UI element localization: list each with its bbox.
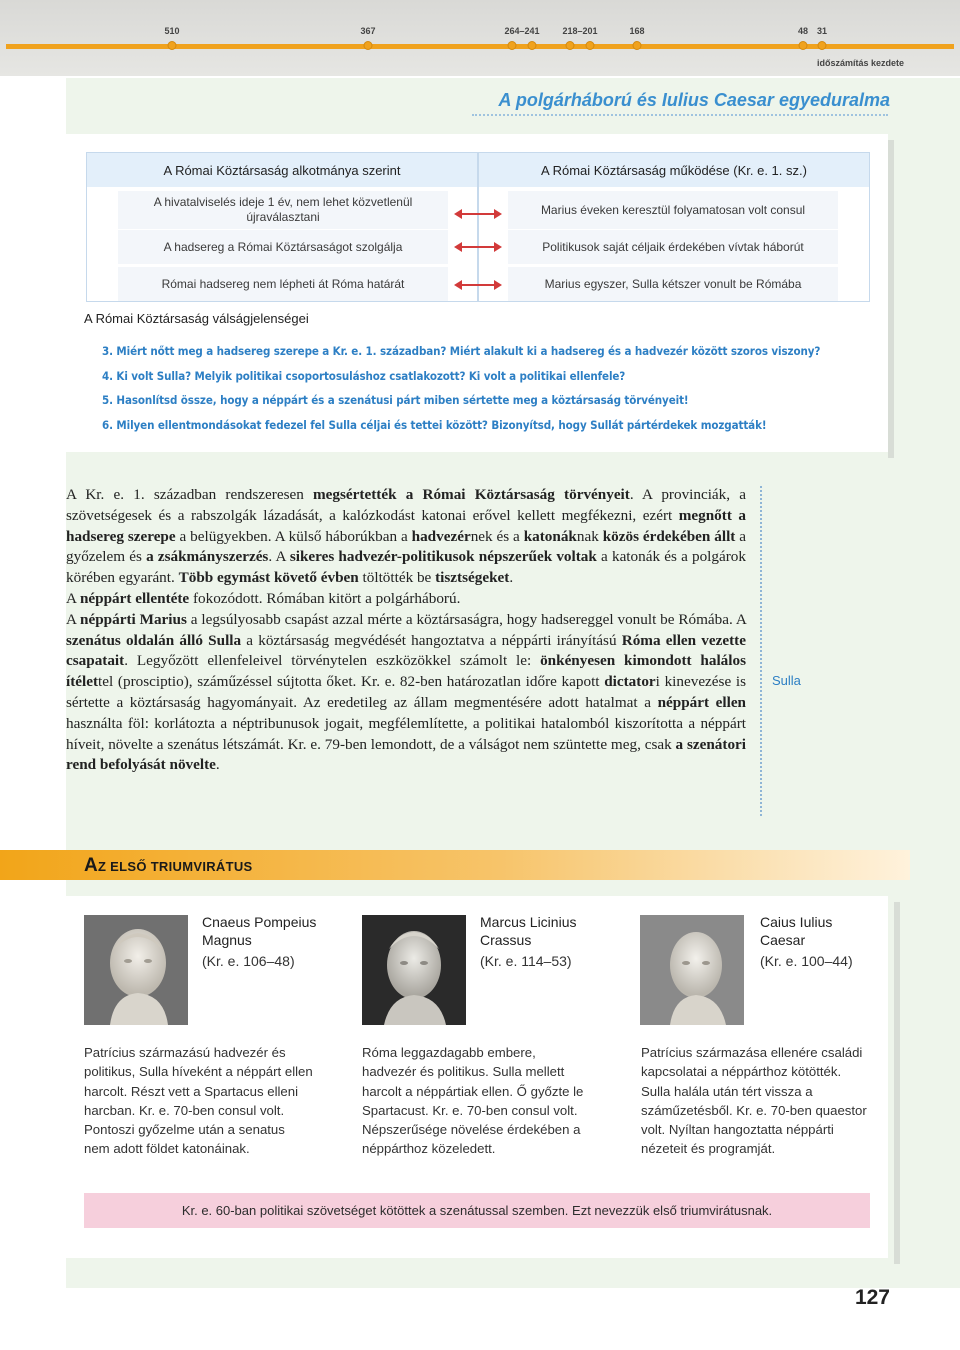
- text-run: néppárt ellen: [657, 693, 747, 711]
- text-run: a zsákmányszerzés: [146, 548, 269, 566]
- timeline-dot: [799, 41, 808, 50]
- text-run: tel (prosciptio), száműzéssel sújtotta őket. Kr. e. 82-ben határozatlan időre kapott: [98, 673, 605, 691]
- text-run: néppárti Marius: [80, 610, 187, 628]
- triumvir-description: Róma leggazdagabb embere, hadvezér és politikus. Sulla mellett harcolt a néppártiak ellen. Ő győzte le Spartacust. Kr. e. 70-ben consul volt. Népszerűsége növelése érdekében a néppárthoz közeledett.: [362, 1045, 584, 1157]
- practice-fact: Marius éveken keresztül folyamatosan volt consul: [508, 191, 838, 229]
- constitution-rule: Római hadsereg nem lépheti át Róma határát: [118, 267, 448, 301]
- timeline-dot: [364, 41, 373, 50]
- timeline-dot: [633, 41, 642, 50]
- text-run: tisztségeket: [435, 569, 510, 587]
- text-run: . A provinciák, a szövetségesek és a rabszolgák lázadását, a kalózkodást katonai erővel kellett megfékezni, ezért: [66, 486, 746, 524]
- double-arrow-icon: [454, 240, 502, 254]
- practice-fact: Marius egyszer, Sulla kétszer vonult be Rómába: [508, 267, 838, 301]
- constitution-rule: A hivatalviselés ideje 1 év, nem lehet közvetlenül újraválasztani: [118, 191, 448, 229]
- triumvir-dates: (Kr. e. 114–53): [480, 953, 572, 969]
- text-run: a szenátori rend befolyását növelte: [66, 735, 746, 774]
- paragraph: [66, 610, 746, 776]
- text-run: a köztársaság megvédését hangoztatva a néppárti irányítású: [241, 631, 622, 649]
- timeline-tick: 48: [797, 26, 809, 36]
- text-run: A: [66, 589, 80, 607]
- timeline-dot: [508, 41, 517, 50]
- timeline: [0, 0, 960, 76]
- body-text: [66, 485, 746, 776]
- text-run: fokozódott. Rómában kitört a polgárháború.: [189, 589, 461, 607]
- text-run: töltötték be: [358, 569, 436, 587]
- triumvir-description: Patrícius származású hadvezér és politikus, Sulla híveként a néppárt ellen harcolt. Részt vett a Spartacus elleni harcban. Kr. e. 70-ben consul volt. Pontoszi győzelme után a senatus nem adott földet katonáinak.: [84, 1045, 313, 1157]
- crassus-portrait: [362, 915, 466, 1025]
- text-run: . Legyőzött ellenfeleivel törvénytelen eszközökkel számolt le:: [124, 652, 541, 670]
- text-run: .: [509, 569, 514, 587]
- practice-fact: Politikusok saját céljaik érdekében vívtak háborút: [508, 230, 838, 264]
- timeline-note: időszámítás kezdete: [816, 58, 904, 68]
- margin-note: Sulla: [772, 673, 801, 688]
- text-run: használta föl: korlátozta a néptribunusok jogait, megfélemlítette, a politikai hatalomból kiszorította a néppárt híveit, növelte a szenátus létszámát. Kr. e. 79-ben lemondott, de a válságot nem szüntette meg, csak: [66, 714, 746, 753]
- text-run: nek és a: [470, 527, 524, 545]
- timeline-tick: 218–201: [562, 26, 598, 36]
- question-6: 6. Milyen ellentmondásokat fedezel fel Sulla céljai és tettei között? Bizonyítsd, hogy Sullát pártérdekek mozgatták!: [102, 418, 767, 432]
- timeline-dot: [528, 41, 537, 50]
- text-run: megnőtt a hadsereg szerepe: [66, 506, 746, 545]
- text-run: A: [66, 610, 81, 628]
- question-3: 3. Miért nőtt meg a hadsereg szerepe a Kr. e. 1. században? Miért alakult ki a hadsereg és a hadvezér között szoros viszony?: [102, 344, 821, 358]
- constitution-rule: A hadsereg a Római Köztársaságot szolgálja: [118, 230, 448, 264]
- text-run: i kinevezése is sértette a köztársaság hagyományait. Az eredetileg az állam megmentésére adott hatalmat a: [66, 673, 747, 711]
- triumvir-dates: (Kr. e. 106–48): [202, 953, 295, 969]
- timeline-tick: 31: [816, 26, 828, 36]
- pompeius-portrait: [84, 915, 188, 1025]
- text-run: dictator: [604, 673, 656, 691]
- triumvir-description: Patrícius származása ellenére családi kapcsolatai a néppárthoz kötötték. Sulla halála után tért vissza a száműzetésből. Kr. e. 70-ben quaestor volt. Nyíltan hangoztatta néppárti nézeteit és programját.: [641, 1045, 867, 1157]
- timeline-tick: 264–241: [504, 26, 540, 36]
- text-run: Több egymást követő évben: [178, 569, 359, 587]
- double-arrow-icon: [454, 207, 502, 221]
- triumvir-name: Caius Iulius Caesar: [760, 914, 833, 948]
- text-run: a katonák és a polgárok körében egyaránt.: [66, 548, 746, 587]
- timeline-dot: [566, 41, 575, 50]
- timeline-tick: 367: [360, 26, 376, 36]
- timeline-tick: 510: [164, 26, 180, 36]
- section-title: A polgárháború és Iulius Caesar egyeduralma: [498, 90, 890, 110]
- text-run: hadvezér: [411, 527, 471, 545]
- timeline-dot: [818, 41, 827, 50]
- text-run: katonák: [523, 527, 577, 545]
- text-run: néppárt ellentéte: [79, 589, 190, 607]
- triumvir-dates: (Kr. e. 100–44): [760, 953, 853, 969]
- question-4: 4. Ki volt Sulla? Melyik politikai csoportosuláshoz csatlakozott? Ki volt a politikai ellenfele?: [102, 369, 626, 383]
- crisis-label: A Római Köztársaság válságjelenségei: [84, 311, 309, 326]
- triumvir-name: Cnaeus Pompeius Magnus: [202, 914, 317, 948]
- text-run: szenátus oldalán álló Sulla: [66, 631, 242, 649]
- text-run: megsértették a Római Köztársaság törvényeit: [313, 486, 630, 503]
- double-arrow-icon: [454, 278, 502, 292]
- triumvirate-note: Kr. e. 60-ban politikai szövetséget kötöttek a szenátussal szemben. Ezt nevezzük első triumvirátusnak.: [84, 1193, 870, 1228]
- triumvir-name: Marcus Licinius Crassus: [480, 914, 577, 948]
- text-run: a győzelem és: [66, 527, 746, 566]
- constitution-header: A Római Köztársaság alkotmánya szerint: [87, 153, 477, 187]
- text-run: önkényesen kimondott halálos ítélet: [66, 652, 747, 691]
- timeline-dot: [168, 41, 177, 50]
- margin-divider: [760, 486, 762, 816]
- text-run: . A: [268, 548, 290, 566]
- page-number: 127: [854, 1286, 890, 1309]
- text-run: A Kr. e. 1. században rendszeresen: [66, 486, 314, 503]
- title-underline: [472, 114, 888, 116]
- text-run: nak: [576, 527, 603, 545]
- text-run: sikeres hadvezér-politikusok népszerűek voltak: [289, 548, 597, 566]
- text-run: Róma ellen vezette csapatait: [66, 631, 746, 670]
- text-run: a belügyekben. A külső háborúkban a: [175, 527, 412, 545]
- paragraph: [66, 485, 746, 589]
- practice-header: A Római Köztársaság működése (Kr. e. 1. sz.): [479, 153, 869, 187]
- caesar-portrait: [640, 915, 744, 1025]
- text-run: .: [215, 756, 220, 774]
- text-run: a legsúlyosabb csapást azzal mérte a köztársaságra, hogy hadsereggel vonult be Rómába. A: [186, 610, 746, 628]
- text-run: közös érdekében állt: [602, 527, 736, 545]
- timeline-bar: [6, 44, 954, 49]
- timeline-tick: 168: [629, 26, 645, 36]
- paragraph: [66, 589, 746, 610]
- question-5: 5. Hasonlítsd össze, hogy a néppárt és a szenátusi párt miben sértette meg a köztársaság törvényeit!: [102, 393, 689, 407]
- banner-title: AZ ELSŐ TRIUMVIRÁTUS: [84, 855, 253, 876]
- timeline-dot: [586, 41, 595, 50]
